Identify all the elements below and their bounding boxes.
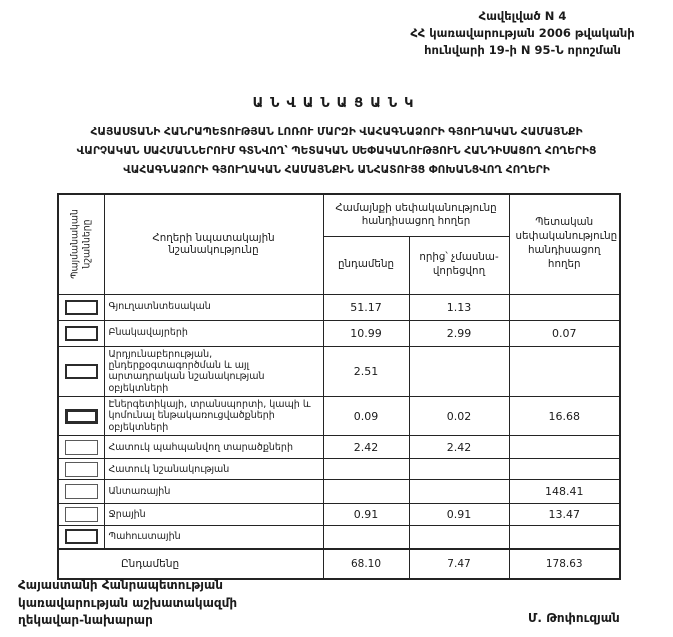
appendix-line: Հավելված N 4 [478,9,567,23]
state-lands-value: 148.41 [509,480,620,504]
table-row [58,459,620,480]
community-nonprivatized-value: 0.02 [409,397,509,436]
land-category-label: Հատուկ պահպանվող տարածքների [104,436,323,459]
total-row-label: Ընդամենը [58,549,323,579]
land-category-label: Պահուստային [104,526,323,549]
state-lands-value: 13.47 [509,504,620,526]
state-lands-value: 0.07 [509,320,620,346]
community-total-value: 0.09 [323,397,409,436]
table-total-row [58,549,620,579]
table-row [58,397,620,436]
signature-name: Մ. Թոփուզյան [528,611,620,625]
legend-symbol-box [65,484,98,499]
community-lands-group-header: Համայնքի սեփականությունը հանդիսացող հողեր [323,194,509,236]
legend-symbol-box [65,529,98,544]
land-category-label: Արդյունաբերության, ընդերքօգտագործման և այլ արտադրական նշանակության օբյեկտների [104,346,323,397]
symbols-column-header [58,194,104,294]
state-lands-value [509,294,620,320]
community-nonprivatized-value [409,480,509,504]
state-lands-header: Պետական սեփականությունը հանդիսացող հողեր [509,194,620,294]
state-lands-value: 16.68 [509,397,620,436]
community-nonprivatized-value: 1.13 [409,294,509,320]
total-state-lands-value: 178.63 [509,549,620,579]
land-category-label: Հատուկ նշանակության [104,459,323,480]
subtitle-line: ՎԱՀԱԳՆԱՁՈՐԻ ԳՅՈՒՂԱԿԱՆ ՀԱՄԱՅՆՔԻՆ ԱՆՀԱՏՈՒՅՑ ՓՈԽԱՆՑՎՈՂ ՀՈՂԵՐԻ [123,164,550,176]
community-total-value [323,526,409,549]
subtitle-line: ՎԱՐՉԱԿԱՆ ՍԱՀՄԱՆՆԵՐՈՒՄ ԳՏՆՎՈՂ՝ ՊԵՏԱԿԱՆ ՍԵՓԱԿԱՆՈՒԹՅՈՒՆ ՀԱՆԴԻՍԱՑՈՂ ՀՈՂԵՐԻՑ [76,145,597,157]
community-nonprivatized-value: 2.42 [409,436,509,459]
state-lands-value [509,526,620,549]
table-row [58,320,620,346]
community-total-value: 2.51 [323,346,409,397]
land-category-label: Գյուղատնտեսական [104,294,323,320]
community-total-value: 2.42 [323,436,409,459]
state-lands-value [509,459,620,480]
land-category-label: Էներգետիկայի, տրանսպորտի, կապի և կոմունալ ենթակառուցվածքների օբյեկտների [104,397,323,436]
signing-authority-line: կառավարության աշխատակազմի [18,595,238,610]
land-transfer-table [57,193,621,580]
appendix-line: ՀՀ կառավարության 2006 թվականի [410,26,635,40]
state-lands-value [509,436,620,459]
legend-symbol-box [65,300,98,315]
community-total-value: 0.91 [323,504,409,526]
community-total-value: 51.17 [323,294,409,320]
table-row [58,504,620,526]
table-row [58,436,620,459]
land-category-label: Ջրային [104,504,323,526]
community-nonprivatized-value: 2.99 [409,320,509,346]
signing-authority-line: Հայաստանի Հանրապետության [18,578,223,592]
legend-symbol-box [65,462,98,477]
legend-symbol-box [65,409,98,424]
table-row [58,480,620,504]
purpose-column-header: Հողերի նպատակային նշանակությունը [104,194,323,294]
state-lands-value [509,346,620,397]
community-total-value [323,480,409,504]
legend-symbol-box [65,440,98,455]
appendix-line: հունվարի 19-ի N 95-Ն որոշման [424,43,621,57]
document-title: ԱՆՎԱՆԱՑԱՆԿ [252,96,421,111]
land-category-label: Անտառային [104,480,323,504]
legend-symbol-box [65,507,98,522]
subtitle-line: ՀԱՅԱՍՏԱՆԻ ՀԱՆՐԱՊԵՏՈՒԹՅԱՆ ԼՈՌՈՒ ՄԱՐԶԻ ՎԱՀԱԳՆԱՁՈՐԻ ԳՅՈՒՂԱԿԱՆ ՀԱՄԱՅՆՔԻ [90,126,583,138]
symbols-column-header-label: Պայմանական նշանները [69,209,93,280]
community-total-value: 10.99 [323,320,409,346]
document-subtitle [0,123,673,180]
land-category-label: Բնակավայրերի [104,320,323,346]
signing-authority-line: ղեկավար-նախարար [18,613,153,627]
community-nonprivatized-value [409,346,509,397]
community-total-header: ընդամենը [323,236,409,294]
community-total-value [323,459,409,480]
total-community-total-value: 68.10 [323,549,409,579]
community-nonprivatized-value [409,459,509,480]
table-row [58,526,620,549]
signing-authority [18,577,237,630]
table-row [58,346,620,397]
community-nonprivatized-header: որից՝ չմասնա-վորեցվող [409,236,509,294]
appendix-note [380,8,665,59]
community-nonprivatized-value [409,526,509,549]
total-community-nonprivatized-value: 7.47 [409,549,509,579]
table-row [58,294,620,320]
legend-symbol-box [65,364,98,379]
legend-symbol-box [65,326,98,341]
community-nonprivatized-value: 0.91 [409,504,509,526]
